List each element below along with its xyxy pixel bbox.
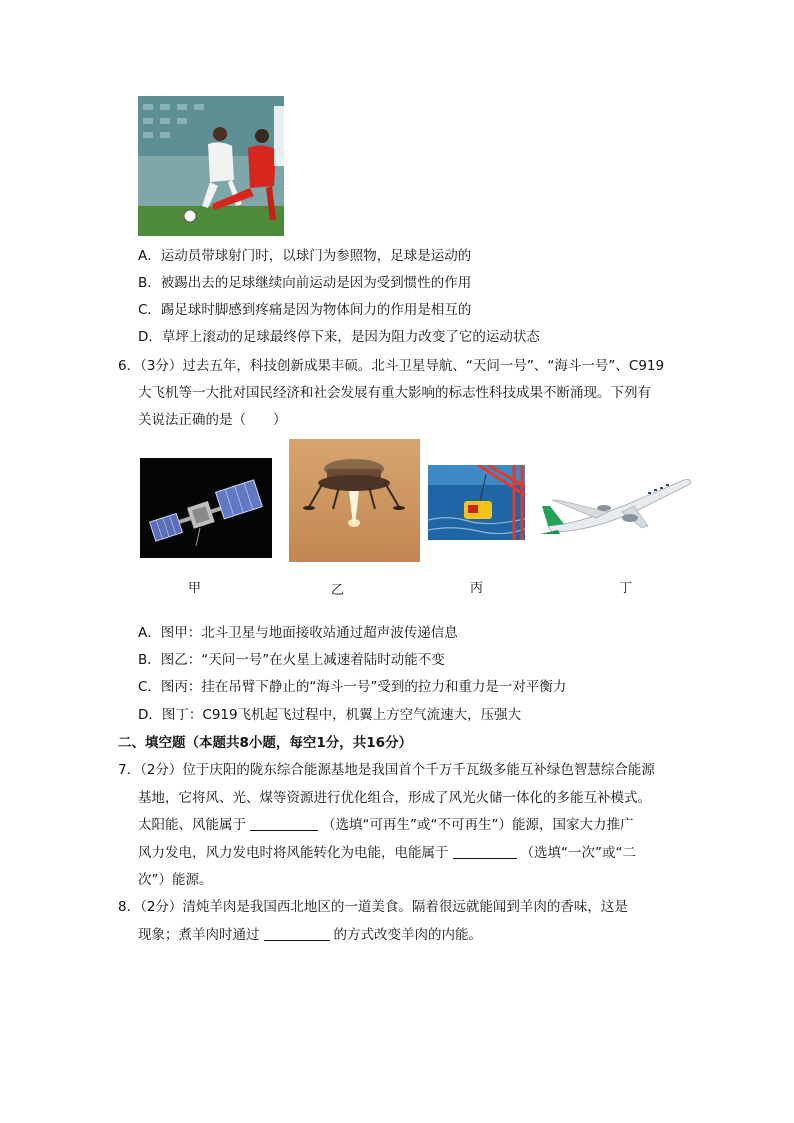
- q6-stem-line3: 关说法正确的是（ ）: [138, 412, 287, 428]
- q7-line4-pre: 风力发电，风力发电时将风能转化为电能，电能属于: [138, 845, 449, 861]
- q8-line1: 8．（2分）清炖羊肉是我国西北地区的一道美食。隔着很远就能闻到羊肉的香味，这是: [118, 899, 628, 915]
- q6-stem-line1: 6．（3分）过去五年，科技创新成果丰硕。北斗卫星导航、“天问一号”、“海斗一号”、C919: [118, 358, 665, 374]
- section-title-fill-in: 二、填空题（本题共8小题，每空1分，共16分）: [118, 735, 413, 751]
- q8-line2-post: 的方式改变羊肉的内能。: [333, 927, 482, 943]
- q7-line4-post: （选填“一次”或“二: [520, 845, 636, 861]
- caption-ding: 丁: [619, 581, 633, 596]
- q5-option-a: A．运动员带球射门时，以球门为参照物，足球是运动的: [138, 248, 472, 264]
- caption-bing: 丙: [470, 581, 484, 596]
- q7-line3-pre: 太阳能、风能属于: [138, 817, 246, 833]
- soccer-photo: [138, 96, 284, 236]
- q6-option-b: B．图乙：“天问一号”在火星上减速着陆时动能不变: [138, 652, 445, 668]
- q7-line3: [138, 815, 633, 835]
- caption-yi: 乙: [331, 583, 345, 598]
- q7-line4: [138, 843, 636, 863]
- q7-line1: 7．（2分）位于庆阳的陇东综合能源基地是我国首个千万千瓦级多能互补绿色智慧综合能源: [118, 762, 655, 778]
- q5-option-c: C．踢足球时脚感到疼痛是因为物体间力的作用是相互的: [138, 302, 472, 318]
- q6-option-c: C．图丙：挂在吊臂下静止的“海斗一号”受到的拉力和重力是一对平衡力: [138, 679, 567, 695]
- q8-blank-1[interactable]: [264, 926, 330, 941]
- caption-jia: 甲: [188, 581, 202, 596]
- q7-blank-2[interactable]: [453, 844, 517, 859]
- q7-line3-post: （选填“可再生”或“不可再生”）能源，国家大力推广: [322, 817, 634, 833]
- q5-option-b: B．被踢出去的足球继续向前运动是因为受到惯性的作用: [138, 275, 472, 291]
- q6-option-d: D．图丁：C919飞机起飞过程中，机翼上方空气流速大，压强大: [138, 707, 522, 723]
- q6-option-a: A．图甲：北斗卫星与地面接收站通过超声波传递信息: [138, 625, 458, 641]
- q7-line5: 次”）能源。: [138, 872, 213, 888]
- q6-stem-line2: 大飞机等一大批对国民经济和社会发展有重大影响的标志性科技成果不断涌现。下列有: [138, 385, 651, 401]
- q7-line2: 基地，它将风、光、煤等资源进行优化组合，形成了风光火储一体化的多能互补模式。: [138, 790, 651, 806]
- q7-blank-1[interactable]: [250, 816, 318, 831]
- q8-line2: [138, 925, 482, 945]
- haidou-image: [428, 465, 525, 540]
- c919-image: [538, 470, 694, 542]
- satellite-image: [140, 458, 272, 558]
- q5-option-d: D．草坪上滚动的足球最终停下来，是因为阻力改变了它的运动状态: [138, 329, 540, 345]
- q8-line2-pre: 现象；煮羊肉时通过: [138, 927, 260, 943]
- mars-lander-image: [289, 439, 420, 562]
